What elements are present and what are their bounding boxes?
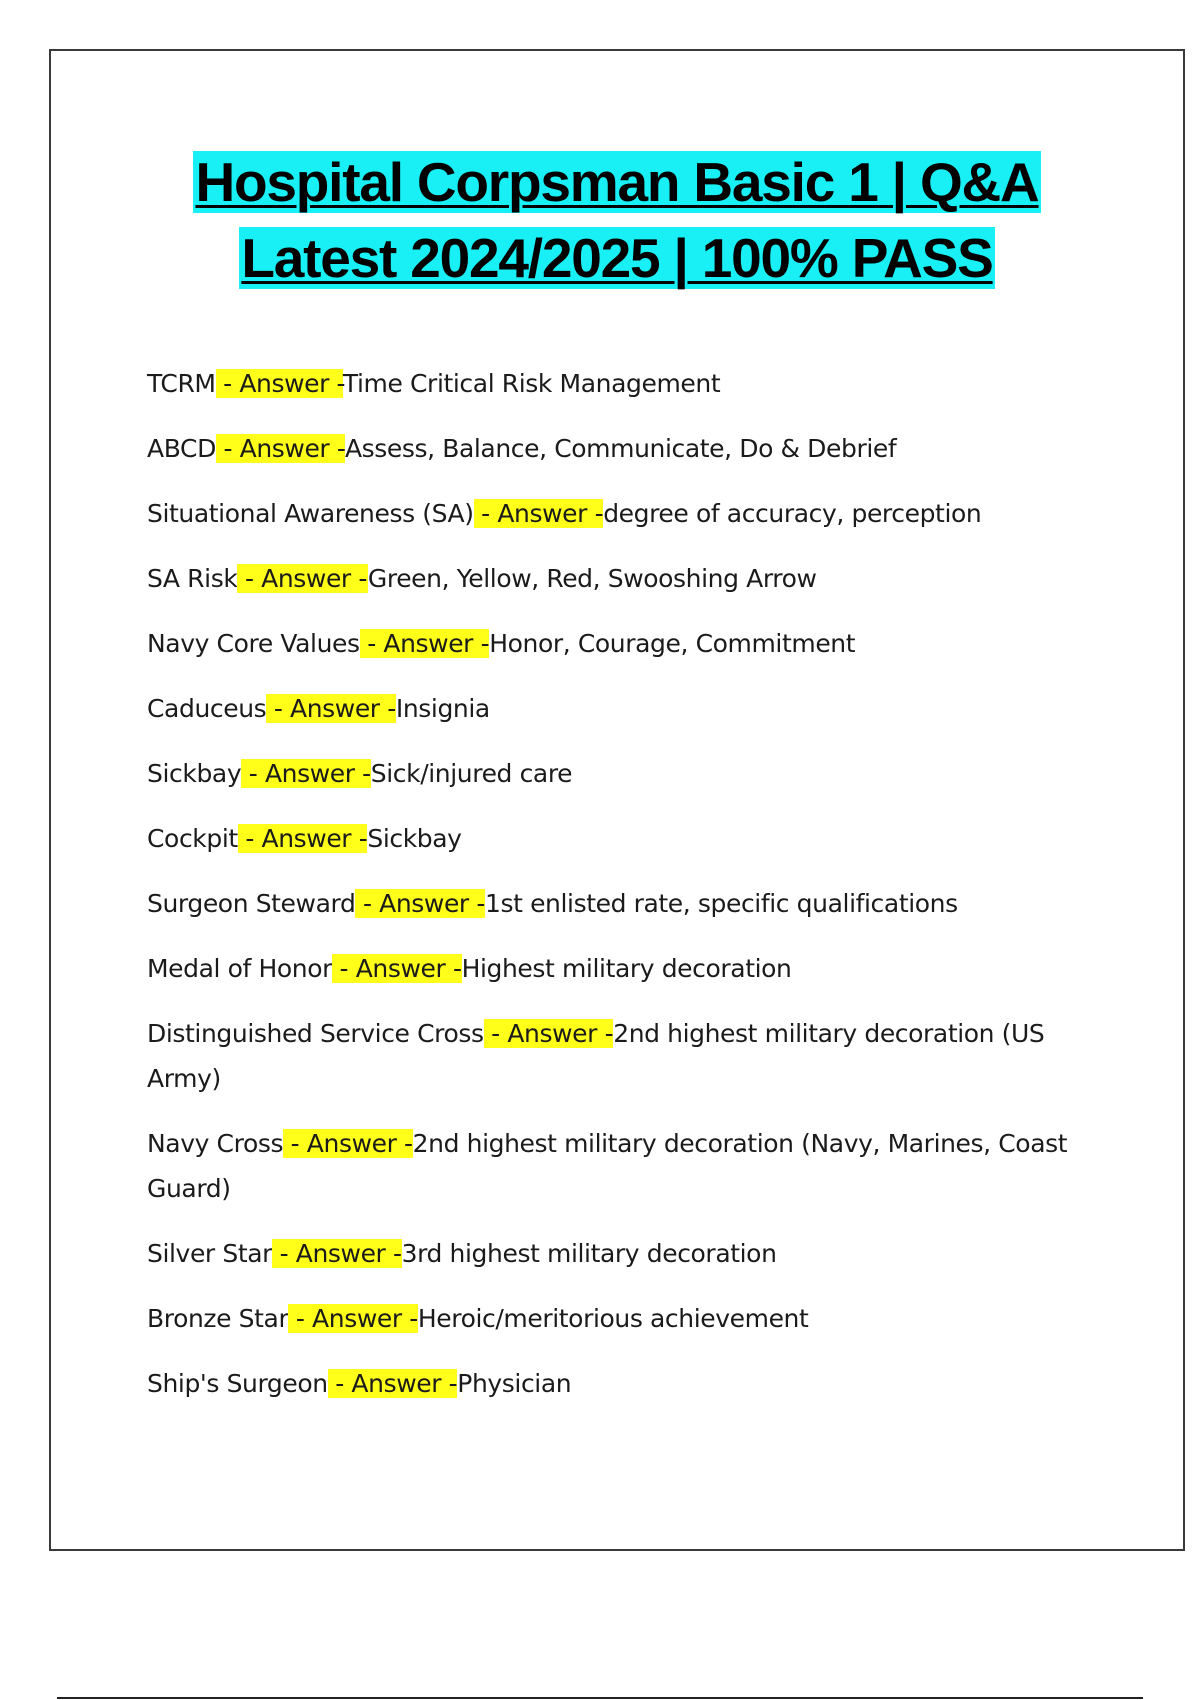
answer-separator: - Answer - xyxy=(237,824,368,853)
answer-separator: - Answer - xyxy=(288,1304,418,1333)
answer-separator: - Answer - xyxy=(473,499,604,528)
qa-answer: Physician xyxy=(457,1369,572,1398)
qa-answer: Honor, Courage, Commitment xyxy=(489,629,856,658)
qa-answer: Sick/injured care xyxy=(370,759,573,788)
qa-item xyxy=(147,1296,1107,1341)
qa-answer: Heroic/meritorious achievement xyxy=(417,1304,809,1333)
qa-term: Navy Core Values xyxy=(147,629,360,658)
qa-term: Bronze Star xyxy=(147,1304,289,1333)
qa-term: SA Risk xyxy=(147,564,238,593)
qa-answer: Assess, Balance, Communicate, Do & Debrief xyxy=(344,434,897,463)
qa-term: Cockpit xyxy=(147,824,238,853)
answer-separator: - Answer - xyxy=(332,954,462,983)
qa-item xyxy=(147,1011,1107,1101)
qa-answer: 3rd highest military decoration xyxy=(401,1239,777,1268)
qa-item xyxy=(147,426,1107,471)
qa-item xyxy=(147,751,1107,796)
answer-separator: - Answer - xyxy=(283,1129,413,1158)
answer-separator: - Answer - xyxy=(237,564,368,593)
qa-term: ABCD xyxy=(147,434,216,463)
answer-separator: - Answer - xyxy=(215,434,345,463)
qa-term: TCRM xyxy=(147,369,216,398)
qa-term: Surgeon Steward xyxy=(147,889,356,918)
qa-answer: Highest military decoration xyxy=(461,954,792,983)
page-frame xyxy=(49,49,1185,1551)
qa-answer: 1st enlisted rate, specific qualifications xyxy=(484,889,958,918)
answer-separator: - Answer - xyxy=(241,759,371,788)
qa-item xyxy=(147,491,1107,536)
qa-answer: Green, Yellow, Red, Swooshing Arrow xyxy=(367,564,817,593)
qa-list xyxy=(147,361,1107,1426)
qa-answer: 2nd highest military decoration (Navy, Marines, Coast Guard) xyxy=(147,1129,1068,1203)
qa-term: Situational Awareness (SA) xyxy=(147,499,474,528)
answer-separator: - Answer - xyxy=(483,1019,614,1048)
qa-term: Ship's Surgeon xyxy=(147,1369,328,1398)
qa-term: Caduceus xyxy=(147,694,267,723)
qa-answer: Sickbay xyxy=(367,824,462,853)
qa-answer: Time Critical Risk Management xyxy=(342,369,721,398)
bottom-rule xyxy=(57,1697,1143,1699)
qa-item xyxy=(147,556,1107,601)
qa-term: Sickbay xyxy=(147,759,242,788)
qa-item xyxy=(147,686,1107,731)
qa-term: Navy Cross xyxy=(147,1129,284,1158)
document-title xyxy=(51,144,1183,296)
qa-item xyxy=(147,881,1107,926)
qa-item xyxy=(147,621,1107,666)
qa-item xyxy=(147,816,1107,861)
answer-separator: - Answer - xyxy=(266,694,396,723)
qa-term: Distinguished Service Cross xyxy=(147,1019,484,1048)
title-line-1: Hospital Corpsman Basic 1 | Q&A xyxy=(195,151,1039,213)
answer-separator: - Answer - xyxy=(359,629,490,658)
qa-term: Medal of Honor xyxy=(147,954,332,983)
qa-answer: Insignia xyxy=(395,694,490,723)
qa-answer: degree of accuracy, perception xyxy=(603,499,982,528)
qa-answer: 2nd highest military decoration (US Army) xyxy=(147,1019,1045,1093)
title-line-2: Latest 2024/2025 | 100% PASS xyxy=(241,227,993,289)
answer-separator: - Answer - xyxy=(327,1369,458,1398)
answer-separator: - Answer - xyxy=(215,369,343,398)
qa-item xyxy=(147,1121,1107,1211)
qa-item xyxy=(147,946,1107,991)
qa-item xyxy=(147,1231,1107,1276)
answer-separator: - Answer - xyxy=(272,1239,402,1268)
qa-item xyxy=(147,361,1107,406)
qa-term: Silver Star xyxy=(147,1239,273,1268)
qa-item xyxy=(147,1361,1107,1406)
answer-separator: - Answer - xyxy=(355,889,485,918)
